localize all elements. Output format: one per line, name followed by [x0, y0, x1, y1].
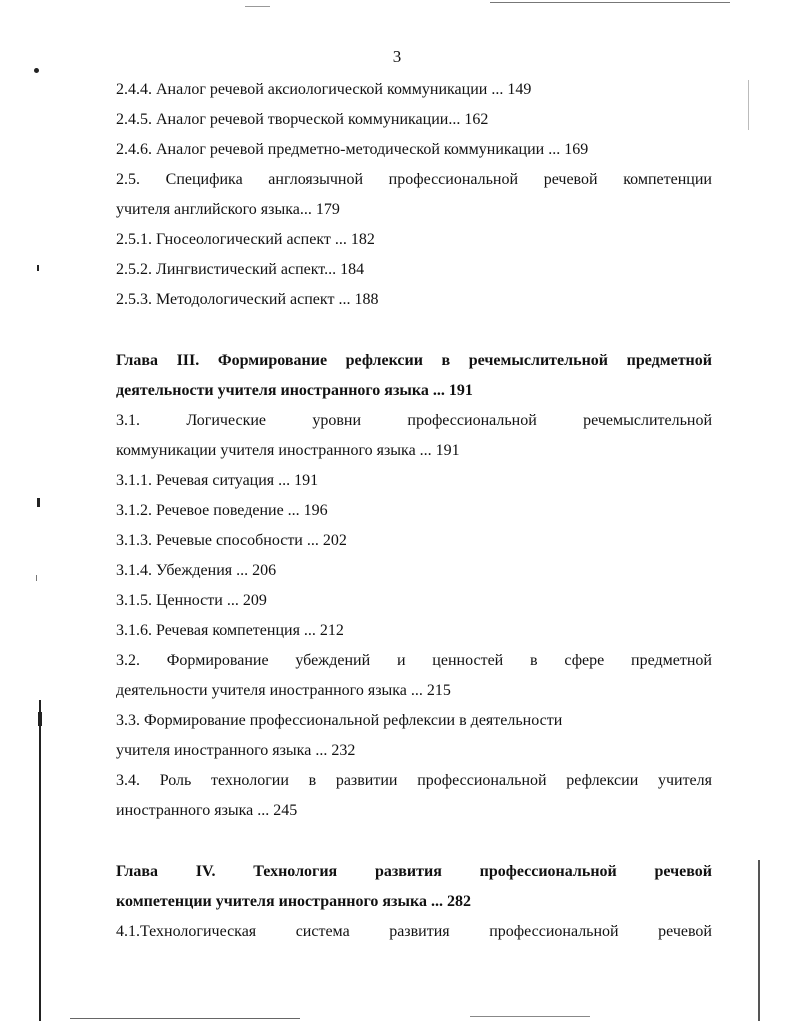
scan-artifact-line	[490, 2, 730, 3]
toc-entry: 2.5.1. Гносеологический аспект ... 182	[116, 231, 375, 248]
scan-artifact-edge	[758, 860, 760, 1021]
toc-entry: 4.1.Технологическая система развития профессиональной речевой	[116, 923, 712, 940]
toc-entry: 3.2. Формирование убеждений и ценностей в сфере предметной	[116, 652, 712, 669]
toc-entry: 2.5.2. Лингвистический аспект... 184	[116, 261, 365, 278]
scan-artifact-edge	[748, 80, 749, 130]
scan-artifact-dot	[34, 68, 39, 73]
chapter-heading-continuation: деятельности учителя иностранного языка ... 191	[116, 382, 473, 399]
scan-artifact-line	[70, 1018, 300, 1019]
chapter-heading: Глава III. Формирование рефлексии в речемыслительной предметной	[116, 352, 712, 369]
scan-artifact-dot	[37, 265, 39, 271]
toc-entry: 3.1.2. Речевое поведение ... 196	[116, 502, 328, 519]
toc-entry: 2.5. Специфика англоязычной профессиональной речевой компетенции	[116, 171, 712, 188]
toc-entry: 3.1.5. Ценности ... 209	[116, 592, 267, 609]
page-number: 3	[392, 47, 402, 66]
toc-entry: 2.5.3. Методологический аспект ... 188	[116, 291, 379, 308]
toc-entry-continuation: коммуникации учителя иностранного языка ... 191	[116, 442, 460, 459]
toc-entry: 3.1. Логические уровни профессиональной речемыслительной	[116, 412, 712, 429]
table-of-contents	[116, 75, 712, 947]
toc-entry-continuation: иностранного языка ... 245	[116, 802, 298, 819]
scan-artifact-dot	[37, 498, 40, 507]
toc-entry: 3.1.4. Убеждения ... 206	[116, 562, 277, 579]
toc-entry: 3.3. Формирование профессиональной рефлексии в деятельности	[116, 712, 563, 729]
toc-entry: 3.1.1. Речевая ситуация ... 191	[116, 472, 319, 489]
toc-entry: 2.4.4. Аналог речевой аксиологической коммуникации ... 149	[116, 81, 532, 98]
scan-artifact-edge	[39, 700, 41, 1021]
toc-entry-continuation: учителя иностранного языка ... 232	[116, 742, 356, 759]
scan-artifact-dot	[36, 575, 37, 581]
toc-entry: 2.4.6. Аналог речевой предметно-методической коммуникации ... 169	[116, 141, 589, 158]
scan-artifact-line	[245, 6, 270, 7]
toc-entry: 2.4.5. Аналог речевой творческой коммуникации... 162	[116, 111, 489, 128]
chapter-heading-continuation: компетенции учителя иностранного языка ... 282	[116, 893, 471, 910]
scan-artifact-dot	[38, 712, 42, 726]
toc-entry-continuation: учителя английского языка... 179	[116, 201, 340, 218]
toc-entry: 3.1.3. Речевые способности ... 202	[116, 532, 347, 549]
toc-entry-continuation: деятельности учителя иностранного языка ... 215	[116, 682, 451, 699]
toc-entry: 3.4. Роль технологии в развитии профессиональной рефлексии учителя	[116, 772, 712, 789]
chapter-heading: Глава IV. Технология развития профессиональной речевой	[116, 863, 712, 880]
scan-artifact-line	[470, 1016, 590, 1017]
toc-entry: 3.1.6. Речевая компетенция ... 212	[116, 622, 344, 639]
